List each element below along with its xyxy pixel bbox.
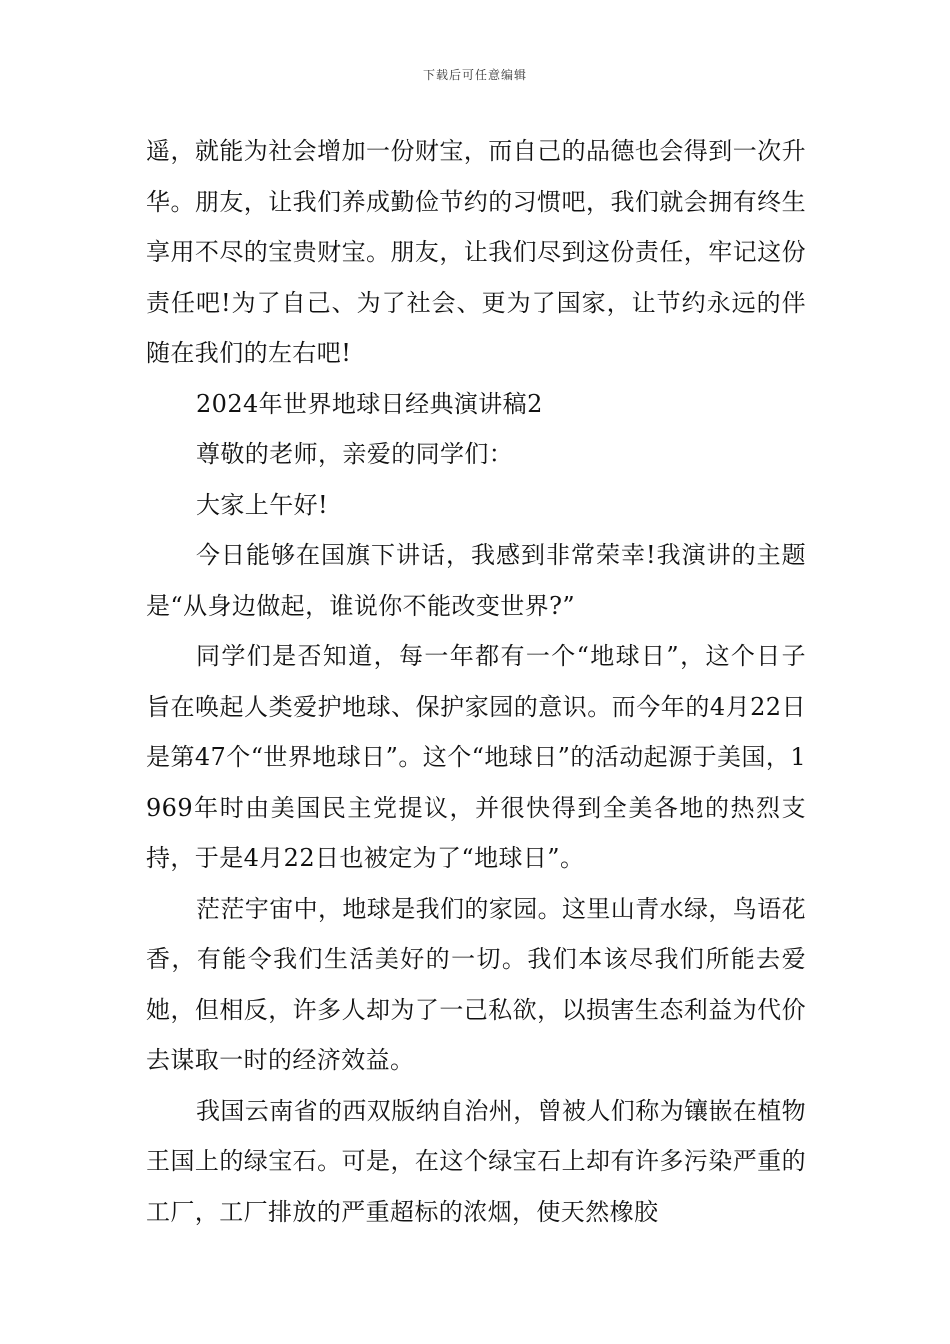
speech-title: 2024年世界地球日经典演讲稿2 — [196, 389, 543, 418]
greeting: 大家上午好! — [196, 490, 329, 519]
paragraph-intro: 今日能够在国旗下讲话，我感到非常荣幸!我演讲的主题是“从身边做起，谁说你不能改变世界?” — [146, 541, 806, 620]
paragraph-home: 茫茫宇宙中，地球是我们的家园。这里山青水绿，鸟语花香，有能令我们生活美好的一切。我们本该尽我们所能去爱她，但相反，许多人却为了一己私欲，以损害生态利益为代价去谋取一时的经济效益。 — [146, 894, 806, 1074]
paragraph-yunnan: 我国云南省的西双版纳自治州，曾被人们称为镶嵌在植物王国上的绿宝石。可是，在这个绿宝石上却有许多污染严重的工厂，工厂排放的严重超标的浓烟，使天然橡胶 — [146, 1096, 806, 1226]
page-header-note: 下载后可任意编辑 — [422, 68, 527, 82]
salutation: 尊敬的老师，亲爱的同学们： — [196, 440, 514, 468]
document-body — [146, 126, 806, 1237]
paragraph-earth-day: 同学们是否知道，每一年都有一个“地球日”，这个日子旨在唤起人类爱护地球、保护家园的意识。而今年的4月22日是第47个“世界地球日”。这个“地球日”的活动起源于美国，1969年时由美国民主党提议，并很快得到全美各地的热烈支持，于是4月22日也被定为了“地球日”。 — [146, 642, 806, 872]
paragraph-1: 遥，就能为社会增加一份财宝，而自己的品德也会得到一次升华。朋友，让我们养成勤俭节约的习惯吧，我们就会拥有终生享用不尽的宝贵财宝。朋友，让我们尽到这份责任，牢记这份责任吧!为了自己、为了社会、更为了国家，让节约永远的伴随在我们的左右吧! — [146, 137, 806, 367]
